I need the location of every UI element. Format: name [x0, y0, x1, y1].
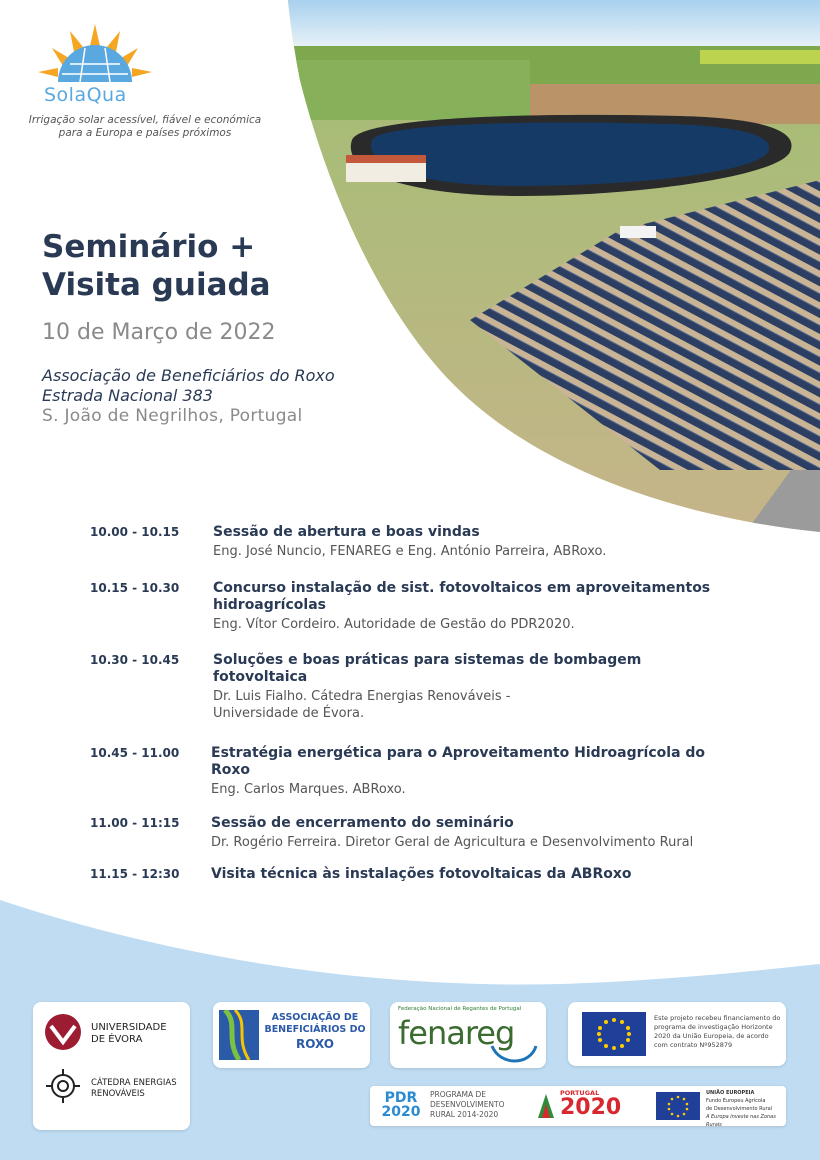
- abroxo-name-2: BENEFICIÁRIOS DO: [264, 1024, 366, 1035]
- pdr-text-1: PROGRAMA DE: [430, 1090, 486, 1099]
- pdr-text-2: DESENVOLVIMENTO: [430, 1100, 505, 1109]
- fenareg-subtitle: Federação Nacional de Regantes de Portugal: [398, 1006, 522, 1012]
- slot-time: 10.00 - 10.15: [90, 525, 180, 539]
- slot-speaker: Eng. Vítor Cordeiro. Autoridade de Gestão do PDR2020.: [213, 617, 575, 632]
- eu-text-line: 2020 da União Europeia, de acordo: [654, 1032, 769, 1040]
- tagline-line-2: para a Europa e países próximos: [58, 127, 232, 139]
- slot-speaker: Eng. José Nuncio, FENAREG e Eng. António Parreira, ABRoxo.: [213, 544, 607, 559]
- event-title: [42, 228, 271, 304]
- pdr-text-3: RURAL 2014-2020: [430, 1110, 499, 1119]
- slot-speaker: Dr. Rogério Ferreira. Diretor Geral de Agricultura e Desenvolvimento Rural: [211, 835, 694, 850]
- brand-tagline: [14, 114, 276, 140]
- slot-time: 10.15 - 10.30: [90, 581, 180, 595]
- slot-title: Visita técnica às instalações fotovoltaicas da ABRoxo: [211, 866, 632, 882]
- eu-text-line: programa de investigação Horizonte: [654, 1023, 773, 1031]
- slot-title: Concurso instalação de sist. fotovoltaicos em aproveitamentos hidroagrícolas: [213, 580, 711, 613]
- fenareg-wave-icon: [490, 1036, 540, 1066]
- venue-line-1: Associação de Beneficiários do Roxo: [42, 366, 335, 385]
- slot-speaker: Dr. Luis Fialho. Cátedra Energias Renováveis -: [213, 689, 511, 704]
- catedra-name-2: RENOVÁVEIS: [91, 1089, 145, 1099]
- event-venue: [42, 366, 335, 426]
- catedra-logo-icon: [45, 1068, 81, 1104]
- funding-card: [370, 1086, 786, 1126]
- portugal-label: PORTUGAL: [560, 1089, 600, 1097]
- uevora-name-1: UNIVERSIDADE: [91, 1022, 167, 1033]
- uevora-card: [33, 1002, 190, 1130]
- slot-time: 10.45 - 11.00: [90, 746, 180, 760]
- ue-text-3: de Desenvolvimento Rural: [706, 1106, 773, 1112]
- ue-text-2: Fundo Europeu Agrícola: [706, 1098, 766, 1104]
- title-line-2: Visita guiada: [42, 267, 271, 303]
- venue-line-3: S. João de Negrilhos, Portugal: [42, 406, 303, 426]
- abroxo-card: [213, 1002, 370, 1068]
- abroxo-name-3: ROXO: [295, 1037, 335, 1051]
- slot-time: 11.00 - 11:15: [90, 816, 180, 830]
- eu-h2020-card: [568, 1002, 786, 1066]
- slot-time: 11.15 - 12:30: [90, 867, 180, 881]
- fenareg-card: [390, 1002, 546, 1068]
- slot-speaker: Eng. Carlos Marques. ABRoxo.: [211, 782, 406, 797]
- eu-text-line: Este projeto recebeu financiamento do: [654, 1014, 781, 1022]
- portugal-2020-mark-icon: [536, 1092, 556, 1120]
- slot-time: 10.30 - 10.45: [90, 653, 180, 667]
- pdr2020-logo: PDR 2020: [381, 1090, 421, 1120]
- slot-title: Sessão de abertura e boas vindas: [213, 524, 480, 540]
- tagline-line-1: Irrigação solar acessível, fiável e económica: [28, 114, 262, 126]
- slot-speaker: Universidade de Évora.: [213, 706, 365, 721]
- eu-text-line: com contrato Nº952879: [654, 1041, 733, 1049]
- brand-name: SolaQua: [44, 84, 127, 106]
- ue-text-4: A Europa investe nas Zonas Rurais: [706, 1114, 776, 1128]
- title-line-1: Seminário +: [42, 229, 256, 265]
- uevora-name-2: DE ÉVORA: [91, 1034, 143, 1045]
- eu-flag-icon: [582, 1012, 646, 1056]
- uevora-logo-icon: [43, 1012, 83, 1052]
- portugal-2020-wordmark: 2020: [560, 1095, 622, 1120]
- venue-line-2: Estrada Nacional 383: [42, 386, 213, 405]
- slot-title: Sessão de encerramento do seminário: [211, 815, 514, 831]
- slot-title: Soluções e boas práticas para sistemas de bombagem fotovoltaica: [213, 652, 642, 685]
- abroxo-logo-icon: [219, 1010, 259, 1060]
- slot-title: Estratégia energética para o Aproveitamento Hidroagrícola do Roxo: [211, 745, 706, 778]
- catedra-name-1: CÁTEDRA ENERGIAS: [91, 1078, 177, 1088]
- event-date: 10 de Março de 2022: [42, 320, 276, 345]
- ue-text-1: UNIÃO EUROPEIA: [706, 1090, 755, 1096]
- abroxo-name-1: ASSOCIAÇÃO DE: [271, 1012, 359, 1023]
- ue-flag-icon: [656, 1092, 700, 1120]
- fenareg-wordmark: fenareg: [398, 1014, 515, 1052]
